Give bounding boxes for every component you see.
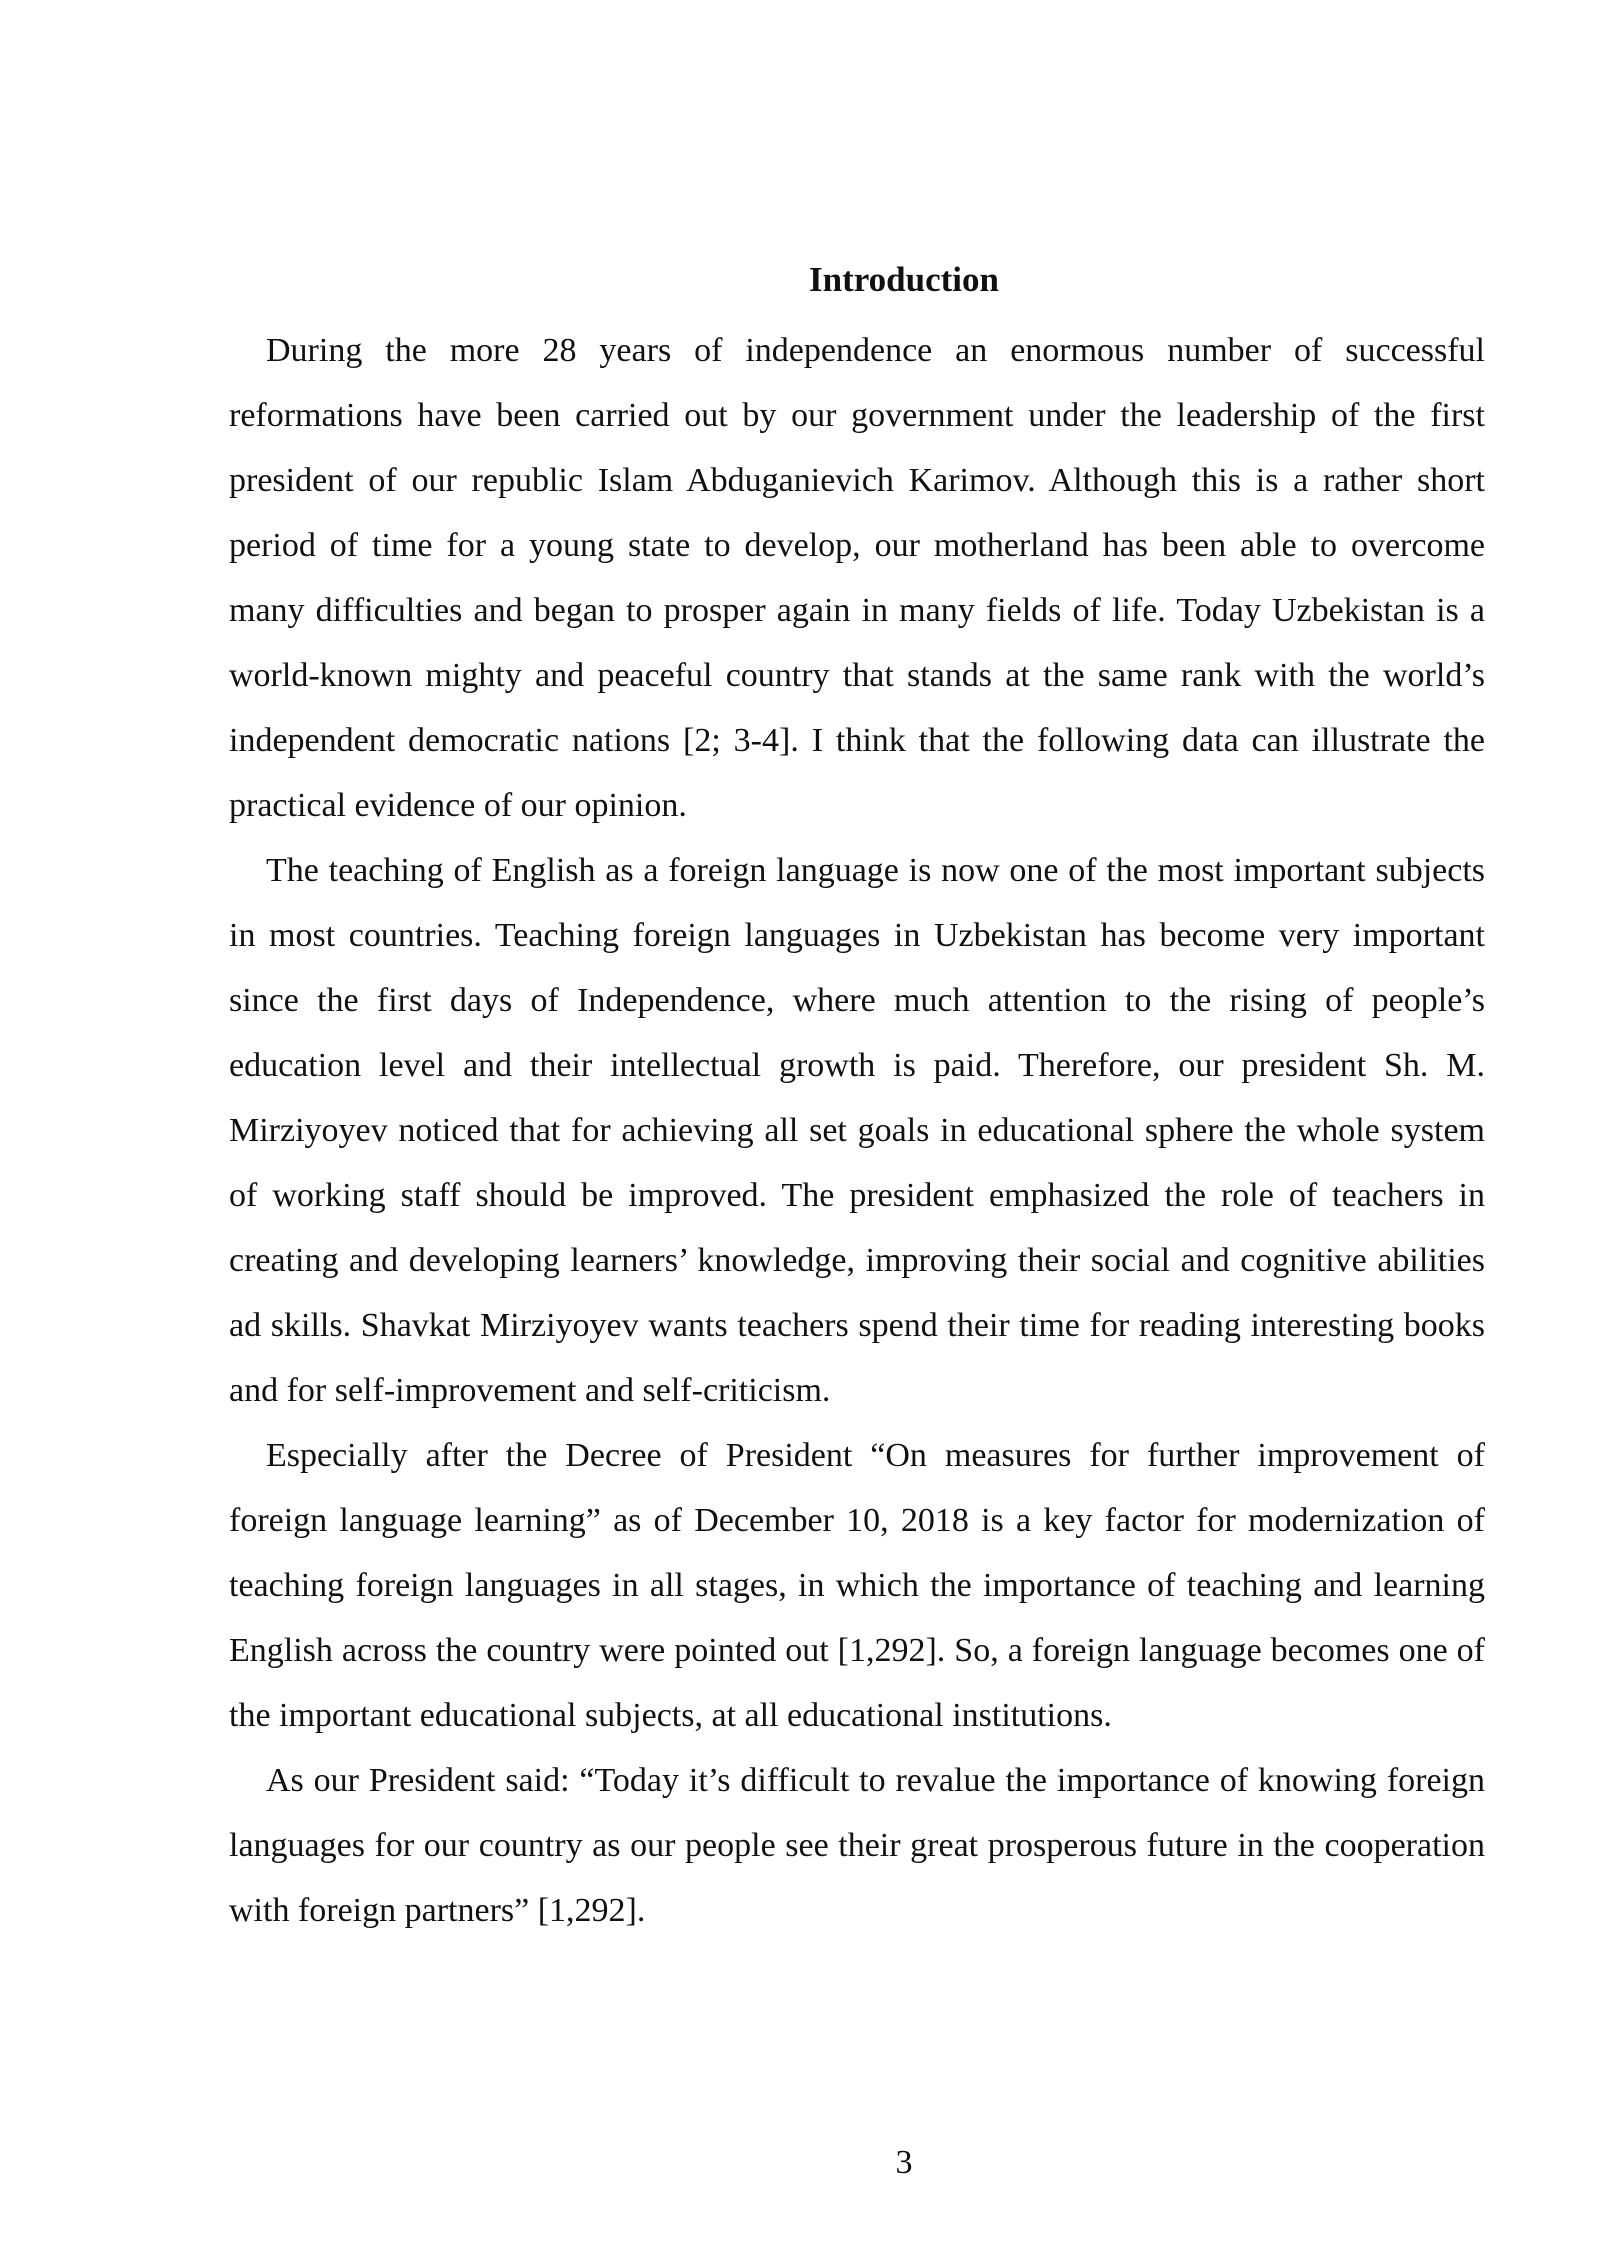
page-number: 3 [895, 2144, 913, 2181]
paragraph-president-quote: As our President said: “Today it’s difficult to revalue the importance of knowing foreign languages for our country as our people see their great prosperous future in the cooperation with foreign partners” [1,292]. [229, 1762, 1485, 1929]
paragraph-independence-reforms: During the more 28 years of independence an enormous number of successful reformations have been carried out by our government under the leadership of the first president of our republic Islam Abduganievich Karimov. Although this is a rather short period of time for a young state to develop, our motherland has been able to overcome many difficulties and began to prosper again in many fields of life. Today Uzbekistan is a world-known mighty and peaceful country that stands at the same rank with the world’s independent democratic nations [2; 3-4]. I think that the following data can illustrate the practical evidence of our opinion. [229, 332, 1485, 824]
section-heading: Introduction [809, 260, 999, 299]
paragraph-presidential-decree: Especially after the Decree of President “On measures for further improvement of foreign language learning” as of December 10, 2018 is a key factor for modernization of teaching foreign languages in all stages, in which the importance of teaching and learning English across the country were pointed out [1,292]. So, a foreign language becomes one of the important educational subjects, at all educational institutions. [229, 1437, 1485, 1734]
body-text [229, 318, 1485, 1943]
paragraph-teaching-english: The teaching of English as a foreign language is now one of the most important subjects in most countries. Teaching foreign languages in Uzbekistan has become very important since the first days of Independence, where much attention to the rising of people’s education level and their intellectual growth is paid. Therefore, our president Sh. M. Mirziyoyev noticed that for achieving all set goals in educational sphere the whole system of working staff should be improved. The president emphasized the role of teachers in creating and developing learners’ knowledge, improving their social and cognitive abilities ad skills. Shavkat Mirziyoyev wants teachers spend their time for reading interesting books and for self-improvement and self-criticism. [229, 852, 1485, 1409]
